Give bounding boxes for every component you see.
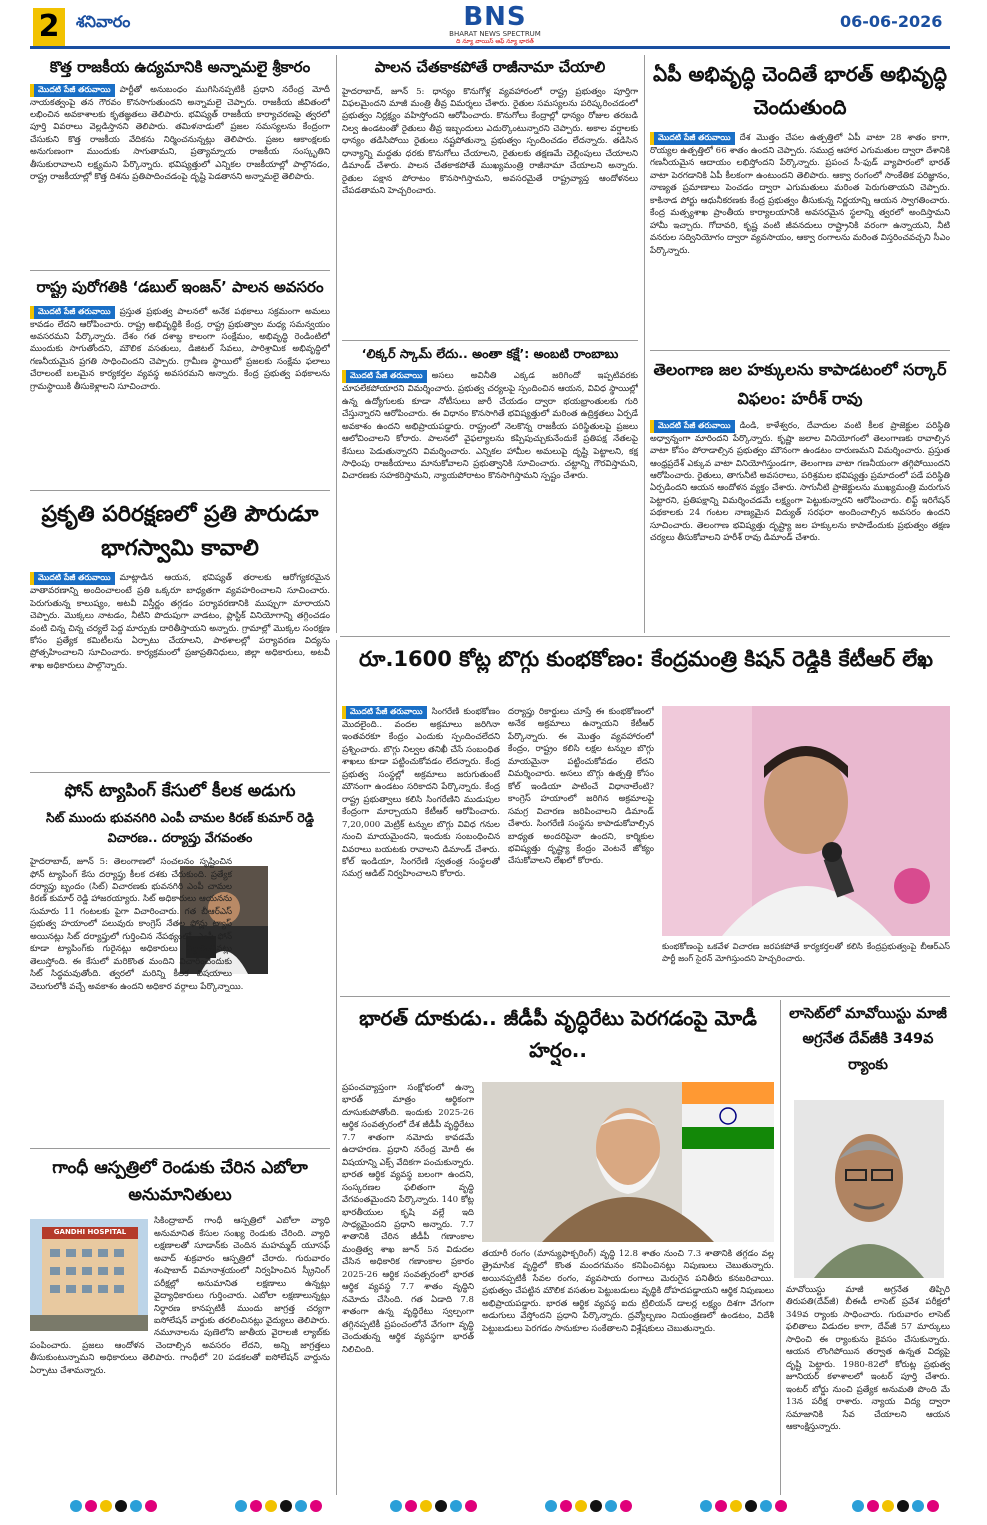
article-divider [30,1148,330,1149]
article-body [650,132,950,328]
registration-dot [280,1500,292,1512]
article-coal-scam [342,642,950,964]
headline: ‘లిక్కర్ స్కామ్ లేదు.. అంతా కక్షే’: అంబటి రాంబాబు [361,346,619,361]
headline: రాష్ట్ర పురోగతికి ‘డబుల్ ఇంజన్’ పాలన అవసరం [36,278,324,296]
body-text: దర్యాప్తు రికార్డులు చూస్తే ఈ కుంభకోణంలో అనేక అక్రమాలు ఉన్నాయని కేటీఆర్ పేర్కొన్నారు. ఈ మొత్తం వ్యవహారంలో కేంద్రం, రాష్ట్రం కలిసి లక్షల టన్నుల బొగ్గు మాయమైనా పట్టించుకోవడం లేదని విమర్శించారు. అసలు బొగ్గు ఉత్పత్తి కోసం కోల్ ఇండియా పాటించే విధానాలేంటి? కాంగ్రెస్ హయాంలో జరిగిన అక్రమాలపై సమగ్ర విచారణ జరిపించాలని డిమాండ్ చేశారు. సింగరేణి సంస్థను కాపాడుకోవాల్సిన బాధ్యత అందరిపైనా ఉందని, కార్మికుల భవిష్యత్తు దృష్ట్యా కేంద్రం వెంటనే జోక్యం చేసుకోవాలని లేఖలో కోరారు. [508,707,654,867]
registration-dot [435,1500,447,1512]
article-divider [30,490,330,491]
registration-dot [235,1500,247,1512]
body-text: ప్రస్తుత ప్రభుత్వ పాలనలో అనేక పథకాలు సక్రమంగా అమలు కావడం లేదని ఆరోపించారు. రాష్ట్ర అభివృద్ధికి కేంద్ర, రాష్ట్ర ప్రభుత్వాల మధ్య సమన్వయం అవసరమని పేర్కొన్నారు. దేశం గత దశాబ్ద కాలంగా సంక్షేమం, అభివృద్ధి రెండింటిలో ముందుకు సాగుతోందని, మౌలిక వసతులు, డిజిటల్ సేవలు, పారిశ్రామిక అభివృద్ధిలో గణనీయమైన ప్రగతి సాధించిందని చెప్పారు. గ్రామీణ స్థాయిలో ప్రజలకు సంక్షేమ ఫలాలు చేరాలంటే బలమైన కార్యకర్తల వ్యవస్థ అవసరమని అన్నారు. కేంద్ర ప్రభుత్వ పథకాలను గ్రామస్థాయికి తీసుకెళ్లాలని సూచించారు. [30,306,330,392]
registration-dots [70,1500,160,1516]
headline: గాంధీ ఆస్పత్రిలో రెండుకు చేరిన ఎబోలా అనుమానితులు [52,1158,308,1206]
article-body-right: తయారీ రంగం (మాన్యుఫాక్చరింగ్) వృద్ధి 12.8 శాతం నుంచి 7.3 శాతానికి తగ్గడం వల్ల త్రైమాసిక వృద్ధిలో కొంత మందగమనం కనిపించినట్లు నిపుణులు చెబుతున్నారు. అయినప్పటికీ సేవల రంగం, వ్యవసాయ రంగాలు మెరుగైన పనితీరు కనబరిచాయి. ప్రభుత్వం చేపట్టిన మౌలిక వసతుల పెట్టుబడులు వృద్ధికి దోహదపడ్డాయని ఆర్థిక నిపుణులు అభిప్రాయపడ్డారు. భారత ఆర్థిక వ్యవస్థ ఐదు ట్రిలియన్ డాలర్ల లక్ష్యం దిశగా వేగంగా అడుగులు వేస్తోందని ప్రధాని పేర్కొన్నారు. ద్రవ్యోల్బణం నియంత్రణలో ఉండటం, విదేశీ పెట్టుబడులు పెరగడం సానుకూల సంకేతాలని విశ్లేషకులు చెబుతున్నారు. [482,1249,774,1334]
registration-dot [760,1500,772,1512]
article-gdp [342,1002,774,1355]
body-text: దేశ మొత్తం చేపల ఉత్పత్తిలో ఏపీ వాటా 28 శాతం కాగా, రొయ్యల ఉత్పత్తిలో 66 శాతం ఉందని చెప్పారు. సముద్ర ఆహార ఎగుమతుల ద్వారా దేశానికి గణనీయమైన ఆదాయం లభిస్తోందని పేర్కొన్నారు. ప్రపంచ సీ-ఫుడ్ వ్యాపారంలో భారత్ వాటా పెరగడానికి ఏపీ కీలకంగా ఉంటుందని తెలిపారు. ఆక్వా రంగంలో సాంకేతిక పరిజ్ఞానం, నాణ్యత ప్రమాణాలు పెంచడం ద్వారా ఎగుమతులు మరింత పెరుగుతాయని చెప్పారు. కాకినాడ పోర్టు ఆధునీకరణకు కేంద్ర ప్రభుత్వం తీసుకున్న నిర్ణయాన్ని ఆయన స్వాగతించారు. కేంద్ర మత్స్యశాఖ ప్రాంతీయ కార్యాలయానికి అవసరమైన స్థలాన్ని త్వరలో అందిస్తామని హామీ ఇచ్చారు. గోదావరి, కృష్ణ వంటి జీవనదులు రాష్ట్రానికి వరంగా ఉన్నాయని, నీటి వనరుల సద్వినియోగం ద్వారా వ్యవసాయం, ఆక్వా రంగాలను మరింత విస్తరించవచ్చని సీఎం పేర్కొన్నారు. [650,133,950,256]
registration-dot [700,1500,712,1512]
article-body [30,1215,330,1495]
registration-dot [295,1500,307,1512]
page-number: 2 [33,8,65,46]
article-body [30,306,330,488]
registration-dot [730,1500,742,1512]
body-text: పార్టీతో అనుబంధం ముగిసినప్పటికీ ప్రధాని నరేంద్ర మోదీ నాయకత్వంపై తన గౌరవం కొనసాగుతుందని అన్నామలై చెప్పారు. రాజకీయ జీవితంలో లభించిన అవకాశాలకు కృతజ్ఞతలు తెలిపారు. భవిష్యత్ రాజకీయ కార్యాచరణపై త్వరలో పూర్తి వివరాలు వెల్లడిస్తానని తెలిపారు. తమిళనాడులో ప్రజల సమస్యలను కేంద్రంగా చేసుకుని కొత్త రాజకీయ వేదికను నిర్మించనున్నట్లు తెలిపారు. ప్రజల ఆకాంక్షలకు అనుగుణంగా ముందుకు సాగుతామని, ప్రత్యామ్నాయ రాజకీయ సంస్కృతిని తీసుకురావాలని లక్ష్యమని పేర్కొన్నారు. భవిష్యత్తులో ఎన్నికల రాజకీయాల్లో పాల్గొనడం, రాష్ట్ర రాజకీయాల్లో కొత్త దిశను ప్రతిపాదించడంపై దృష్టి పెడతానని అన్నామలై తెలిపారు. [30,84,330,183]
registration-dot [745,1500,757,1512]
registration-dot [545,1500,557,1512]
continuation-tag: మొదటి పేజీ తరువాయి [650,420,735,433]
registration-dot [250,1500,262,1512]
logo-text: BNS [463,2,527,32]
headline: ప్రకృతి పరిరక్షణలో ప్రతి పౌరుడూ భాగస్వామి కావాలి [41,502,319,562]
hospital-sign: GANDHI HOSPITAL [53,1228,127,1237]
body-text: సికింద్రాబాద్ గాంధీ ఆస్పత్రిలో ఎబోలా వ్యాధి అనుమానిత కేసుల సంఖ్య రెండుకు చేరింది. వ్యాధి లక్షణాలతో సూడాన్‌కు చెందిన మహమ్మద్ యూసఫ్ అవాద్ శుక్రవారం ఆస్పత్రిలో చేరారు. గురువారం శంషాబాద్ విమానాశ్రయంలో నిర్వహించిన స్క్రీనింగ్ పరీక్షల్లో అనుమానిత లక్షణాలు ఉన్నట్లు వైద్యాధికారులు గుర్తించారు. ఎబోలా లక్షణాలున్నట్లు నిర్ధారణ కానప్పటికీ ముందు జాగ్రత్త చర్యగా ఐసోలేషన్ వార్డుకు తరలించినట్లు వైద్యులు తెలిపారు. నమూనాలను పుణెలోని జాతీయ వైరాలజీ ల్యాబ్‌కు పంపించారు. ప్రజలు ఆందోళన చెందాల్సిన అవసరం లేదని, అన్ని జాగ్రత్తలు తీసుకుంటున్నామని అధికారులు తెలిపారు. గాంధీలో 20 పడకలతో ఐసోలేషన్ వార్డును ఏర్పాటు చేశామన్నారు. [30,1216,330,1376]
ktr-photo [662,706,950,936]
article-resign [342,58,638,332]
article-ap-development [650,58,950,328]
registration-dot [420,1500,432,1512]
registration-dot [715,1500,727,1512]
column-divider [336,55,337,633]
body-text: హైదరాబాద్, జూన్ 5: తెలంగాణలో సంచలనం సృష్టించిన ఫోన్ ట్యాపింగ్ కేసు దర్యాప్తు కీలక దశకు చేరుకుంది. ప్రత్యేక దర్యాప్తు బృందం (సిట్) విచారణకు భువనగిరి ఎంపీ చామల కిరణ్ కుమార్ రెడ్డి హాజరయ్యారు. సిట్ అధికారులు ఆయనను సుమారు 11 గంటలకు పైగా విచారించారు. గత బీఆర్ఎస్ ప్రభుత్వ హయాంలో పలువురు కాంగ్రెస్ నేతల ఫోన్లు ట్యాప్ అయినట్లు సిట్ దర్యాప్తులో గుర్తించిన నేపథ్యంలో, ఎంపీ ఫోన్ కూడా ట్యాపింగ్‌కు గురైనట్లు అధికారులు నిర్ధారించినట్లు తెలుస్తోంది. ఈ కేసులో మరికొంత మందిని విచారించేందుకు సిట్ సిద్ధమవుతోంది. త్వరలో మరిన్ని కీలక విషయాలు వెలుగులోకి వచ్చే అవకాశం ఉందని అధికార వర్గాలు పేర్కొన్నాయి. [30,857,244,992]
article-body [342,370,638,632]
section-divider [340,636,950,637]
article-double-engine [30,278,330,488]
headline: కొత్త రాజకీయ ఉద్యమానికి అన్నామలై శ్రీకారం [49,58,311,76]
article-body [30,84,330,260]
section-divider [340,996,950,997]
registration-dot [897,1500,909,1512]
registration-dots [545,1500,635,1516]
article-body-left: ప్రపంచవ్యాప్తంగా సంక్షోభంలో ఉన్నా భారత్ మాత్రం ఆర్థికంగా దూసుకుపోతోంది. ఇందుకు 2025-26 ఆర్థిక సంవత్సరంలో దేశ జీడీపీ వృద్ధిరేటు 7.7 శాతంగా నమోదు కావడమే ఉదాహరణ. ప్రధాని నరేంద్ర మోదీ ఈ విషయాన్ని ఎక్స్ వేదికగా పంచుకున్నారు. భారత ఆర్థిక వ్యవస్థ బలంగా ఉందని, సంస్కరణల ఫలితంగా వృద్ధి వేగవంతమైందని పేర్కొన్నారు. 140 కోట్ల భారతీయుల కృషి వల్లే ఇది సాధ్యమైందని ప్రధాని అన్నారు. 7.7 శాతానికి చేరిన జీడీపీ గణాంకాల మంత్రిత్వ శాఖ జూన్ 5న విడుదల చేసిన అధికారిక గణాంకాల ప్రకారం 2025-26 ఆర్థిక సంవత్సరంలో భారత ఆర్థిక వ్యవస్థ 7.7 శాతం వృద్ధిని నమోదు చేసింది. గత ఏడాది 7.8 శాతంగా ఉన్న వృద్ధిరేటు స్వల్పంగా తగ్గినప్పటికీ ప్రపంచంలోనే వేగంగా వృద్ధి చెందుతున్న ఆర్థిక వ్యవస్థగా భారత్ నిలిచింది. [342,1083,474,1355]
headline: భారత్ దూకుడు.. జీడీపీ వృద్ధిరేటు పెరగడంపై మోడీ హర్షం.. [359,1006,757,1062]
registration-dot [115,1500,127,1512]
article-body: మావోయిస్టు మాజీ అగ్రనేత తిప్పిరి తిరుపతి(దేవ్‌జీ) బీఈడీ లాసెట్ ప్రవేశ పరీక్షలో 349వ ర్యాంకు సాధించారు. గురువారం లాసెట్ ఫలితాలు విడుదల కాగా, దేవ్‌జీ 57 మార్కులు సాధించి ఈ ర్యాంకును కైవసం చేసుకున్నారు. ఆయన లొంగిపోయిన తర్వాత ఉన్నత విద్యపై దృష్టి పెట్టారు. 1980-82లో కోరుట్ల ప్రభుత్వ జూనియర్ కళాశాలలో ఇంటర్ పూర్తి చేశారు. ఇంటర్ బోర్డు నుంచి ప్రత్యేక అనుమతి పొంది మే 13న పరీక్ష రాశారు. న్యాయ విద్య ద్వారా సమాజానికి సేవ చేయాలని ఆయన ఆకాంక్షిస్తున్నారు. [786,1285,950,1432]
registration-dot [390,1500,402,1512]
registration-dot [100,1500,112,1512]
continuation-tag: మొదటి పేజీ తరువాయి [342,706,427,719]
header-rule [30,46,950,49]
article-maoist [786,1002,950,1432]
registration-dot [85,1500,97,1512]
registration-dot [927,1500,939,1512]
article-phone-tapping [30,780,330,1118]
column-divider [780,1000,781,1495]
article-divider [30,772,330,773]
registration-dot [912,1500,924,1512]
article-body [30,856,330,1118]
issue-date: 06-06-2026 [840,12,943,31]
registration-dots [235,1500,325,1516]
registration-dot [867,1500,879,1512]
day-label: శనివారం [76,12,131,31]
column-divider [644,55,645,633]
modi-photo [482,1082,774,1242]
body-text: మాట్లాడిన ఆయన, భవిష్యత్ తరాలకు ఆరోగ్యకరమైన వాతావరణాన్ని అందించాలంటే ప్రతి ఒక్కరూ బాధ్యతగా వ్యవహరించాలని సూచించారు. పెరుగుతున్న కాలుష్యం, అటవీ విస్తీర్ణం తగ్గడం పర్యావరణానికి ముప్పుగా మారాయని చెప్పారు. మొక్కలు నాటడం, నీటిని పొదుపుగా వాడటం, ప్లాస్టిక్ వినియోగాన్ని తగ్గించడం వంటి చిన్న చిన్న చర్యలే పెద్ద మార్పుకు దారితీస్తాయని అన్నారు. గ్రామాల్లో మొక్కల సంరక్షణ కోసం ప్రత్యేక కమిటీలను ఏర్పాటు చేయాలని, పాఠశాలల్లో పర్యావరణ విద్యను ప్రోత్సహించాలని సూచించారు. కార్యక్రమంలో ప్రజాప్రతినిధులు, జిల్లా అధికారులు, అటవీ శాఖ అధికారులు పాల్గొన్నారు. [30,573,330,671]
registration-dot [560,1500,572,1512]
masthead [0,0,987,50]
headline: ఏపీ అభివృద్ధి చెందితే భారత్ అభివృద్ధి చెందుతుంది [653,62,947,119]
logo-small-text: BHARAT NEWS SPECTRUM [449,30,541,38]
registration-dot [465,1500,477,1512]
registration-dot [590,1500,602,1512]
article-body-left [342,706,500,988]
devji-photo [794,1100,944,1278]
subheadline: సిట్ ముందు భువనగిరి ఎంపీ చామల కిరణ్ కుమార్ రెడ్డి విచారణ.. దర్యాప్తు వేగవంతం [45,810,314,846]
article-divider [650,350,950,351]
newspaper-logo [440,4,550,46]
article-divider [342,340,638,341]
logo-tagline: ది న్యూ వాయిస్ ఆఫ్ న్యూ భారత్ [456,38,534,45]
photo-caption: కుంభకోణంపై ఒకవేళ విచారణ జరపకపోతే కార్యకర్తలతో కలిసి కేంద్రప్రభుత్వంపై బీఆర్ఎస్ పార్టీ జంగ్ సైరన్ మోగిస్తుందని హెచ్చరించారు. [662,941,950,964]
article-divider [30,270,330,271]
article-ebola [30,1155,330,1495]
headline: పాలన చేతకాకపోతే రాజీనామా చేయాలి [374,58,606,76]
article-body-middle [508,706,654,988]
registration-dot [852,1500,864,1512]
registration-dots [700,1500,790,1516]
article-body: హైదరాబాద్, జూన్ 5: ధాన్యం కొనుగోళ్ల వ్యవహారంలో రాష్ట్ర ప్రభుత్వం పూర్తిగా విఫలమైందని మాజీ మంత్రి తీవ్ర విమర్శలు చేశారు. రైతుల సమస్యలను పరిష్కరించడంలో ప్రభుత్వం నిర్లక్ష్యం వహిస్తోందని ఆరోపించారు. కొనుగోలు కేంద్రాల్లో ధాన్యం రోజుల తరబడి నిల్వ ఉండటంతో రైతులు తీవ్ర ఇబ్బందులు ఎదుర్కొంటున్నారని చెప్పారు. అకాల వర్షాలకు ధాన్యం తడిసిపోయి రైతులు నష్టపోతున్నా ప్రభుత్వం స్పందించడం లేదన్నారు. తడిసిన ధాన్యాన్ని మద్దతు ధరకు కొనుగోలు చేయాలని, రైతులకు తక్షణమే చెల్లింపులు చేయాలని డిమాండ్ చేశారు. పాలన చేతకాకపోతే ముఖ్యమంత్రి రాజీనామా చేయాలని అన్నారు. రైతుల పక్షాన పోరాటం కొనసాగిస్తామని, అవసరమైతే రాష్ట్రవ్యాప్త ఆందోళనలు చేపడతామని హెచ్చరించారు. [342,86,638,197]
body-text: సింగరేణి కుంభకోణం మొదలైంది.. వందల అక్రమాలు జరిగినా ఇంతవరకూ కేంద్రం ఎందుకు స్పందించలేదని ప్రశ్నించారు. బొగ్గు నిల్వల తనిఖీ చేసే సంబంధిత శాఖలు కూడా పట్టించుకోవడం లేదన్నారు. కేంద్ర ప్రభుత్వ సంస్థల్లో అక్రమాలు జరుగుతుంటే మౌనంగా ఉండటం సరికాదని పేర్కొన్నారు. కేంద్ర రాష్ట్ర ప్రభుత్వాలు కలిసి సింగరేణిని ముడుపుల కేంద్రంగా మార్చాయని కేటీఆర్ ఆరోపించారు. 7,20,000 మెట్రిక్ టన్నుల బొగ్గు వివిధ గనుల నుంచి మాయమైందని, ఇందుకు సంబంధించిన వివరాలు బయటకు రావాలని డిమాండ్ చేశారు. కోల్ ఇండియా, సింగరేణి స్వతంత్ర సంస్థలతో సమగ్ర ఆడిట్ నిర్వహించాలని కోరారు. [342,707,500,880]
column-divider [336,640,337,1495]
registration-dot [605,1500,617,1512]
article-telangana-water [650,356,950,620]
registration-dot [450,1500,462,1512]
continuation-tag: మొదటి పేజీ తరువాయి [30,306,115,319]
article-annamalai [30,58,330,260]
body-text: అసలు అవినీతి ఎక్కడ జరిగిందో ఇప్పటివరకు చూపలేకపోయారని విమర్శించారు. ప్రభుత్వ చర్యలపై స్పందించిన ఆయన, వివిధ స్థాయిల్లో ఉన్న ఉద్యోగులకు కూడా నోటీసులు జారీ చేయడం ద్వారా భయభ్రాంతులకు గురి చేస్తున్నారని ఆరోపించారు. ఈ విధానం కొనసాగితే భవిష్యత్తులో మరింత ఉద్రిక్తతలు ఏర్పడే అవకాశం ఉందని అభిప్రాయపడ్డారు. రాష్ట్రంలో నెలకొన్న రాజకీయ పరిస్థితులపై ప్రజలు ఆలోచించాలని కోరారు. పాలనలో వైఫల్యాలను కప్పిపుచ్చుకునేందుకే ప్రతిపక్ష నేతలపై కేసులు పెడుతున్నారని విమర్శించారు. ఎన్నికల హామీల అమలుపై దృష్టి పెట్టాలని, కక్ష సాధింపు రాజకీయాలు మానుకోవాలని ప్రభుత్వానికి సూచించారు. చట్టాన్ని గౌరవిస్తామని, విచారణకు సహకరిస్తామని, న్యాయపోరాటం కొనసాగిస్తామని స్పష్టం చేశారు. [342,371,638,482]
continuation-tag: మొదటి పేజీ తరువాయి [30,572,115,585]
registration-dot [775,1500,787,1512]
headline: తెలంగాణ జల హక్కులను కాపాడటంలో సర్కార్ విఫలం: హరీశ్ రావు [653,360,947,408]
article-liquor [342,346,638,632]
registration-dot [130,1500,142,1512]
headline: ఫోన్ ట్యాపింగ్ కేసులో కీలక అడుగు [64,781,296,801]
registration-dot [145,1500,157,1512]
continuation-tag: మొదటి పేజీ తరువాయి [342,370,427,383]
registration-dot [405,1500,417,1512]
registration-dot [70,1500,82,1512]
article-nature [30,498,330,732]
registration-dots [390,1500,480,1516]
headline: రూ.1600 కోట్ల బొగ్గు కుంభకోణం: కేంద్రమంత్రి కిషన్ రెడ్డికి కేటీఆర్ లేఖ [358,647,934,671]
continuation-tag: మొదటి పేజీ తరువాయి [30,84,115,97]
article-body [650,420,950,620]
article-body [30,572,330,732]
registration-dot [620,1500,632,1512]
registration-dot [310,1500,322,1512]
registration-dot [882,1500,894,1512]
body-text: డిండి, కాళేశ్వరం, దేవాదుల వంటి కీలక ప్రాజెక్టుల పరిస్థితి అధ్వాన్నంగా మారిందని పేర్కొన్నారు. కృష్ణా జలాల వినియోగంలో తెలంగాణకు రావాల్సిన వాటా కోసం పోరాడాల్సిన ప్రభుత్వం మౌనంగా ఉండటం దారుణమని విమర్శించారు. ప్రస్తుత ఆంధ్రప్రదేశ్ ఎక్కువ వాటా వినియోగిస్తుండగా, తెలంగాణ వాటా గణనీయంగా తగ్గిపోయిందని ఆరోపించారు. రైతులు, తాగునీటి అవసరాలు, పరిశ్రమల భవిష్యత్తు ప్రమాదంలో పడే పరిస్థితి ఏర్పడిందని ఆయన ఆందోళన వ్యక్తం చేశారు. సాగునీటి ప్రాజెక్టులను ముఖ్యమంత్రి మరుగున పెట్టారని, ప్రతిపక్షాన్ని విమర్శించడమే లక్ష్యంగా పెట్టుకున్నారని ఆరోపించారు. లిఫ్ట్ ఇరిగేషన్ పథకాలకు 24 గంటల నాణ్యమైన విద్యుత్ సరఫరా అందించాల్సిన అవసరం ఉందని సూచించారు. తెలంగాణ భవిష్యత్తు దృష్ట్యా జల హక్కులను కాపాడేందుకు ప్రభుత్వం తక్షణ చర్యలు తీసుకోవాలని హరీశ్ రావు డిమాండ్ చేశారు. [650,420,950,544]
registration-dots [852,1500,942,1516]
registration-dot [265,1500,277,1512]
continuation-tag: మొదటి పేజీ తరువాయి [650,132,735,145]
headline: లాసెట్‌లో మావోయిస్టు మాజీ అగ్రనేత దేవ్‌జీకి 349వ ర్యాంకు [789,1006,947,1073]
registration-dot [575,1500,587,1512]
